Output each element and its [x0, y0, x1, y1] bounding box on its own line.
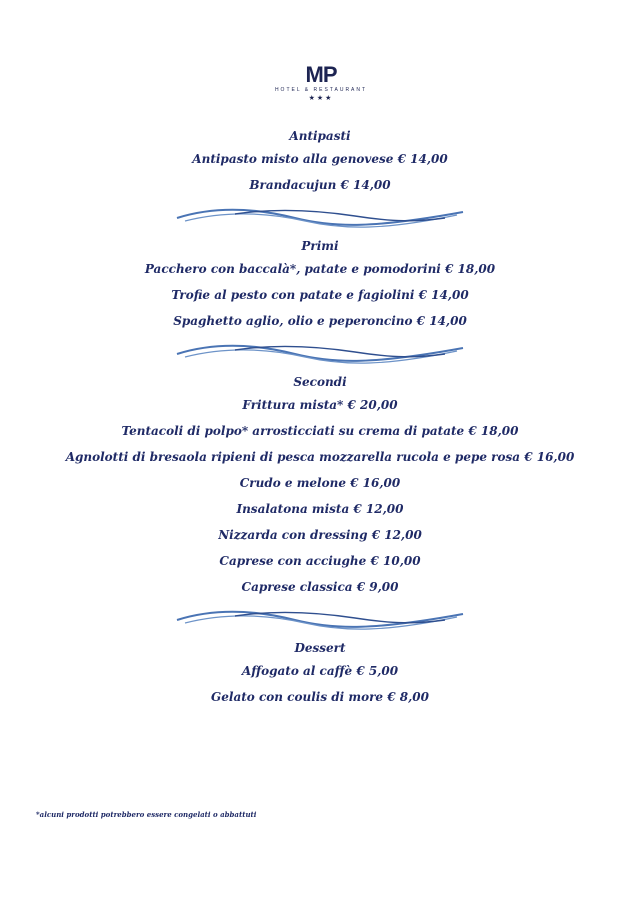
section-title: Secondi — [293, 375, 347, 389]
menu-item: Insalatona mista € 12,00 — [236, 502, 404, 516]
menu-section-antipasti — [0, 126, 640, 198]
logo-subtitle: HOTEL & RESTAURANT — [274, 87, 368, 93]
logo-stars: ★★★ — [308, 94, 334, 102]
menu-item: Agnolotti di bresaola ripieni di pesca mozzarella rucola e pepe rosa € 16,00 — [65, 450, 575, 464]
menu-item: Crudo e melone € 16,00 — [239, 476, 401, 490]
section-title: Antipasti — [289, 129, 351, 143]
menu-item: Affogato al caffè € 5,00 — [241, 664, 399, 678]
menu-item: Gelato con coulis di more € 8,00 — [211, 690, 429, 704]
wave-divider — [175, 342, 465, 364]
section-title: Dessert — [294, 641, 346, 655]
menu-item: Paccherо con baccalà*, patate e pomodorini € 18,00 — [144, 262, 496, 276]
menu-section-secondi — [0, 372, 640, 600]
menu-item: Spaghetto aglio, olio e peperoncino € 14,00 — [173, 314, 467, 328]
section-title: Primi — [301, 239, 339, 253]
menu-item: Antipasto misto alla genovese € 14,00 — [192, 152, 448, 166]
menu — [0, 122, 640, 710]
menu-section-primi — [0, 236, 640, 334]
wave-divider — [175, 608, 465, 630]
footnote: *alcuni prodotti potrebbero essere congelati o abbattuti — [36, 810, 257, 819]
menu-item: Brandacujun € 14,00 — [249, 178, 391, 192]
menu-item: Caprese con acciughe € 10,00 — [219, 554, 421, 568]
hotel-logo — [256, 64, 386, 108]
logo-mark: MP — [305, 62, 337, 87]
menu-section-dessert — [0, 638, 640, 710]
wave-divider — [175, 206, 465, 228]
menu-item: Caprese classica € 9,00 — [241, 580, 399, 594]
menu-item: Tentacoli di polpo* arrosticciati su crema di patate € 18,00 — [121, 424, 519, 438]
menu-item: Nizzarda con dressing € 12,00 — [218, 528, 422, 542]
menu-item: Trofie al pesto con patate e fagiolini € 14,00 — [171, 288, 469, 302]
menu-item: Frittura mista* € 20,00 — [242, 398, 398, 412]
